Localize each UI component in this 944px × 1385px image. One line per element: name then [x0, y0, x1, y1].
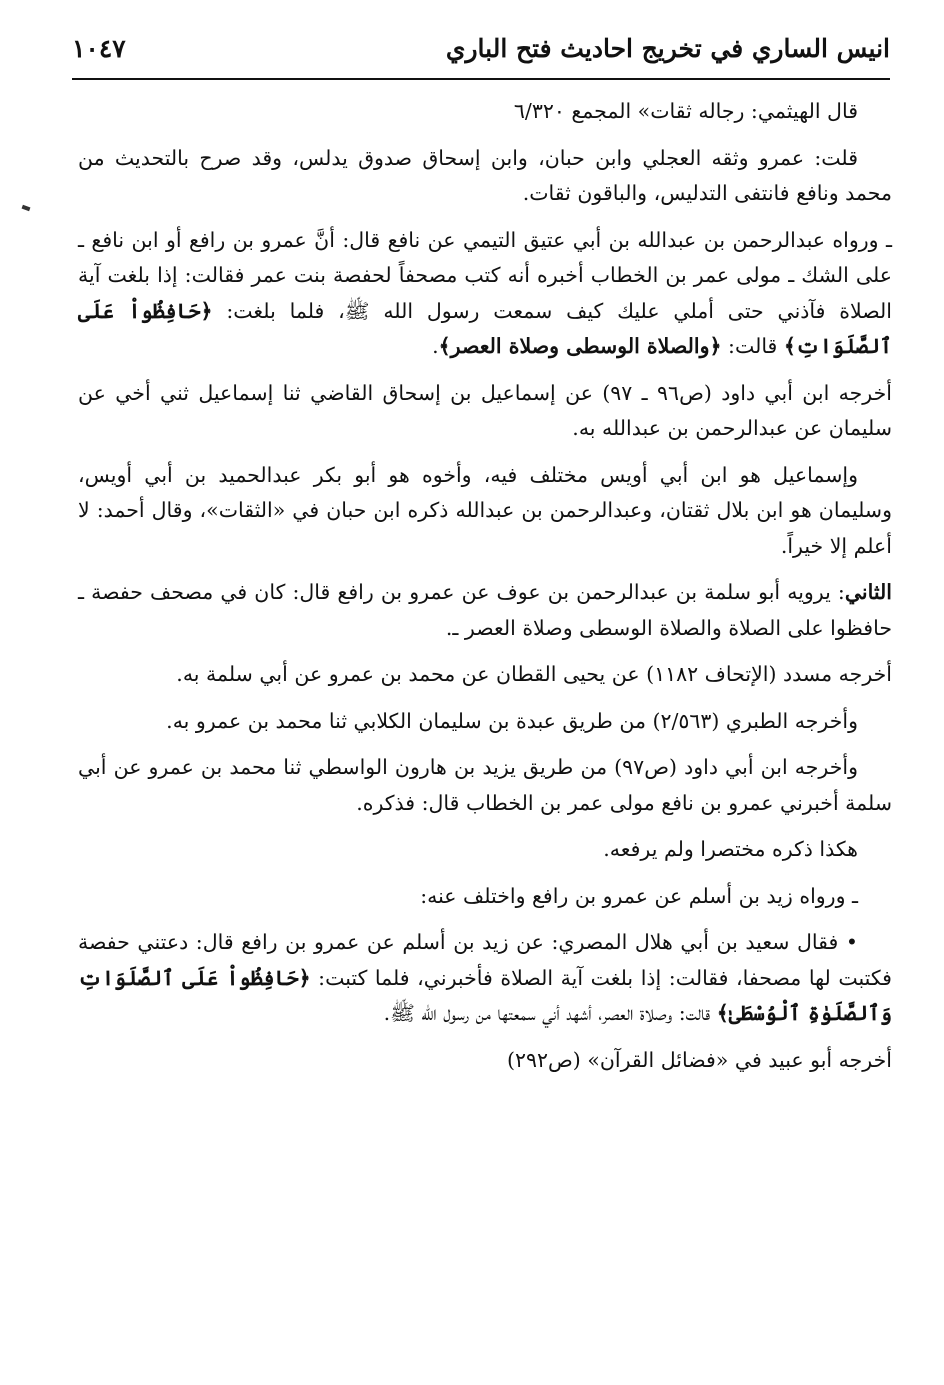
paragraph-ismail: وإسماعيل هو ابن أبي أويس مختلف فيه، وأخوه هو أبو بكر عبدالحميد بن أبي أويس، وسليمان هو ابن بلال ثقتان، وعبدالرحمن بن عبدالله ذكره ابن حبان في «الثقات»، وقال أحمد: لا أعلم إلا خيراً.	[78, 462, 892, 558]
paragraph-ibn-abi-dawud-2: وأخرجه ابن أبي داود (ص٩٧) من طريق يزيد بن هارون الواسطي ثنا محمد بن عمرو عن أبي سلمة أخبرني عمرو بن نافع مولى عمر بن الخطاب قال: فذكره.	[78, 755, 892, 815]
paragraph-haythami: قال الهيثمي: رجاله ثقات» المجمع ٦/٣٢٠	[513, 99, 858, 123]
paragraph-mukhtasar: هكذا ذكره مختصرا ولم يرفعه.	[603, 837, 858, 861]
paragraph-text: • فقال سعيد بن أبي هلال المصري: عن زيد بن أسلم عن عمرو بن رافع قال: دعتني حفصة فكتبت لها مصحفا، فقالت: إذا بلغت آية الصلاة فأخبرني، فلما كتبت:	[78, 930, 892, 990]
paragraph-musaddad: أخرجه مسدد (الإتحاف ١١٨٢) عن يحيى القطان عن محمد بن عمرو عن أبي سلمة به.	[176, 662, 892, 686]
section-lead-label: الثاني	[844, 580, 892, 604]
paragraph-text: ـ ورواه عبدالرحمن بن عبدالله بن أبي عتيق التيمي عن نافع قال: أنَّ عمرو بن رافع أو ابن نافع ـ على الشك ـ مولى عمر بن الخطاب أخبره أنه كتب مصحفاً لحفصة بنت عمر فقالت: إذا بلغت آية الصلاة فآذني حتى أملي عليك كيف سمعت رسول الله ﷺ، فلما بلغت:	[78, 227, 892, 323]
page-number: ١٠٤٧	[72, 34, 126, 63]
paragraph-qultu: قلت: عمرو وثقه العجلي وابن حبان، وابن إسحاق صدوق يدلس، وقد صرح بالتحديث من محمد ونافع فانتفى التدليس، والباقون ثقات.	[78, 145, 892, 205]
paragraph-abdulrahman-narration	[78, 223, 892, 365]
quran-verse: ﴿حَافِظُواْ عَلَى ٱلصَّلَوَاتِ﴾	[78, 298, 892, 358]
paragraph-zayd: ـ ورواه زيد بن أسلم عن عمرو بن رافع واختلف عنه:	[420, 883, 858, 908]
running-title: انيس الساري في تخريج احاديث فتح الباري	[445, 34, 890, 63]
paragraph-tabari: وأخرجه الطبري (٢/٥٦٣) من طريق عبدة بن سليمان الكلابي ثنا محمد بن عمرو به.	[166, 708, 858, 733]
paragraph-text: قالت: وصلاة العصر، أشهد أني سمعتها من رسول الله ﷺ.	[383, 1001, 717, 1025]
quran-verse: ﴿حَافِظُواْ عَلَى ٱلصَّلَوَاتِ وَٱلصَّلَوٰةِ ٱلْوُسْطَىٰ﴾	[78, 965, 892, 1025]
quoted-reading: ﴿والصلاة الوسطى وصلاة العصر﴾	[438, 334, 722, 358]
paragraph-said	[78, 925, 892, 1032]
paragraph-text: .	[432, 334, 439, 358]
page-header	[72, 28, 890, 80]
paragraph-text: : يرويه أبو سلمة بن عبدالرحمن بن عوف عن عمرو بن رافع قال: كان في مصحف حفصة ـ حافظوا على الصلاة والصلاة الوسطى وصلاة العصر ـ.	[78, 580, 892, 640]
paragraph-ibn-abi-dawud: أخرجه ابن أبي داود (ص٩٦ ـ ٩٧) عن إسماعيل بن إسحاق القاضي ثنا إسماعيل ثني أخي عن سليمان عن عبدالرحمن بن عبدالله به.	[78, 380, 892, 440]
stray-ink-mark	[22, 205, 31, 211]
page-body	[78, 94, 892, 1089]
paragraph-text: قالت:	[721, 334, 784, 358]
paragraph-second-route	[78, 575, 892, 646]
paragraph-abu-ubayd: أخرجه أبو عبيد في «فضائل القرآن» (ص٢٩٢)	[506, 1047, 892, 1072]
